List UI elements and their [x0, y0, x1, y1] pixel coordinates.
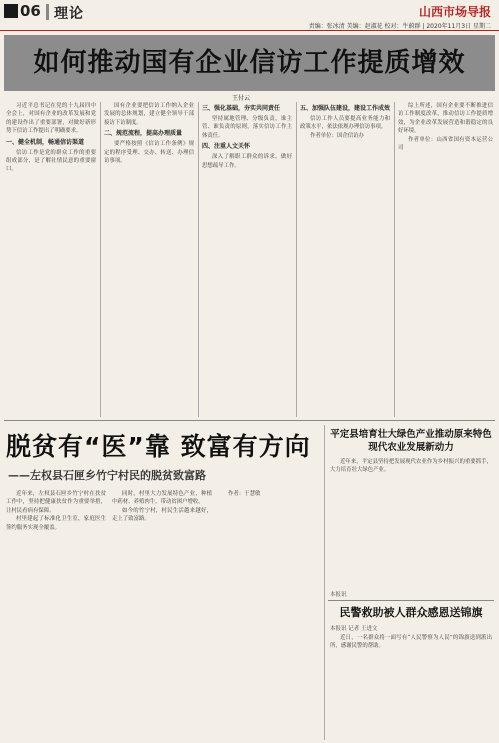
subheading: 五、加强队伍建设，建设工作成效 — [300, 105, 390, 112]
paragraph: 近年来，左权县石匣乡竹宁村在扶贫工作中，坚持把健康扶贫作为重要举措，让村民看病有保障。 — [6, 491, 106, 514]
header-divider — [46, 4, 49, 20]
paragraph: 深入了解职工群众的诉求，做好思想疏导工作。 — [202, 154, 292, 169]
article1-col5 — [398, 102, 493, 417]
paragraph: 国有企业要把信访工作纳入企业发展的总体规划，建立健全领导干部接访下访制度。 — [104, 103, 194, 126]
right-article2-author: 本报讯 记者 王进文 — [330, 626, 378, 632]
subheading: 一、健全机制，畅通信访渠道 — [6, 138, 85, 146]
article2-col2 — [112, 490, 212, 740]
article2-headline: 脱贫有“医”靠 致富有方向 — [6, 432, 311, 461]
paragraph: 信访工作是党的群众工作的重要组成部分，是了解社情民意的重要窗口。 — [6, 149, 96, 173]
newspaper-name: 山西市场导报 — [418, 5, 491, 19]
column-divider — [198, 102, 199, 417]
page-number-badge — [4, 4, 18, 18]
header-rule — [0, 30, 499, 31]
paragraph: 村里建起了标准化卫生室，家庭医生签约服务实现全覆盖。 — [6, 516, 106, 531]
article2-col1 — [6, 490, 106, 740]
section-title: 理论 — [54, 6, 84, 22]
author-note: 作者单位：国企信访办 — [310, 132, 364, 139]
header-meta: 责编：张冰清 美编：赵淑花 校对：牛蔚群 | 2020年11月3日 星期二 — [308, 23, 491, 30]
article2-subheadline: ——左权县石匣乡竹宁村民的脱贫致富路 — [8, 469, 206, 482]
article1-col3 — [202, 102, 292, 417]
right-article1-author: 本报讯 — [330, 592, 347, 598]
paragraph: 近年来，平定县坚持把发展现代农业作为乡村振兴的重要抓手，大力培育壮大绿色产业。 — [330, 459, 492, 474]
article1-col4 — [300, 102, 390, 417]
paragraph: 信访工作人员要提高业务能力和政策水平，依法依规办理信访事项。 — [300, 116, 390, 131]
section-rule — [328, 600, 494, 601]
paragraph: 近日，一名群众将一面写有“人民警察为人民”的锦旗送到派出所，感谢民警的帮助。 — [330, 635, 492, 650]
author-note: 作者：于慧敏 — [228, 491, 261, 497]
paragraph: 坚持属地管理、分级负责，谁主管、谁负责的原则，落实信访工作主体责任。 — [202, 116, 292, 139]
right-article2-headline: 民警救助被人群众感恩送锦旗 — [339, 606, 483, 619]
paragraph: 要严格按照《信访工作条例》规定的程序受理、交办、转送、办理信访事项。 — [104, 141, 194, 165]
article1-headline: 如何推动国有企业信访工作提质增效 — [33, 48, 466, 78]
right-article2-body — [330, 634, 492, 740]
right-article1-body — [330, 458, 492, 588]
paragraph: 综上所述，国有企业要不断推进信访工作制度改革，推动信访工作提质增效，为企业改革发展营造和谐稳定的良好环境。 — [398, 103, 493, 135]
paragraph: 如今的竹宁村，村民生活越来越好，走上了致富路。 — [112, 507, 212, 523]
article1-byline: 王付云 — [232, 95, 251, 102]
article1-col2 — [104, 102, 194, 417]
section-rule — [4, 420, 495, 421]
subheading: 四、注重人文关怀 — [202, 143, 251, 151]
subheading: 三、强化基础，夯实共同责任 — [202, 105, 281, 112]
author-note: 作者单位：山西省国有资本运营公司 — [398, 136, 493, 152]
column-divider — [394, 102, 395, 417]
column-divider — [324, 425, 325, 740]
page-number: 06 — [20, 2, 41, 20]
paragraph: 同时，村里大力发展特色产业，种植中药材、养殖肉牛，带动贫困户增收。 — [112, 491, 212, 506]
article1-col1 — [6, 102, 96, 417]
article2-col3 — [218, 490, 318, 740]
paragraph: 习近平总书记在党的十九届四中全会上，对国有企业的改革发展和党的建设作出了重要部署，对做好新形势下信访工作提出了明确要求。 — [6, 103, 96, 135]
column-divider — [296, 102, 297, 417]
subheading: 二、规范流程，提高办理质量 — [104, 130, 183, 138]
column-divider — [100, 102, 101, 417]
right-article1-headline: 平定县培育壮大绿色产业推动原来特色现代农业发展新动力 — [330, 429, 492, 453]
